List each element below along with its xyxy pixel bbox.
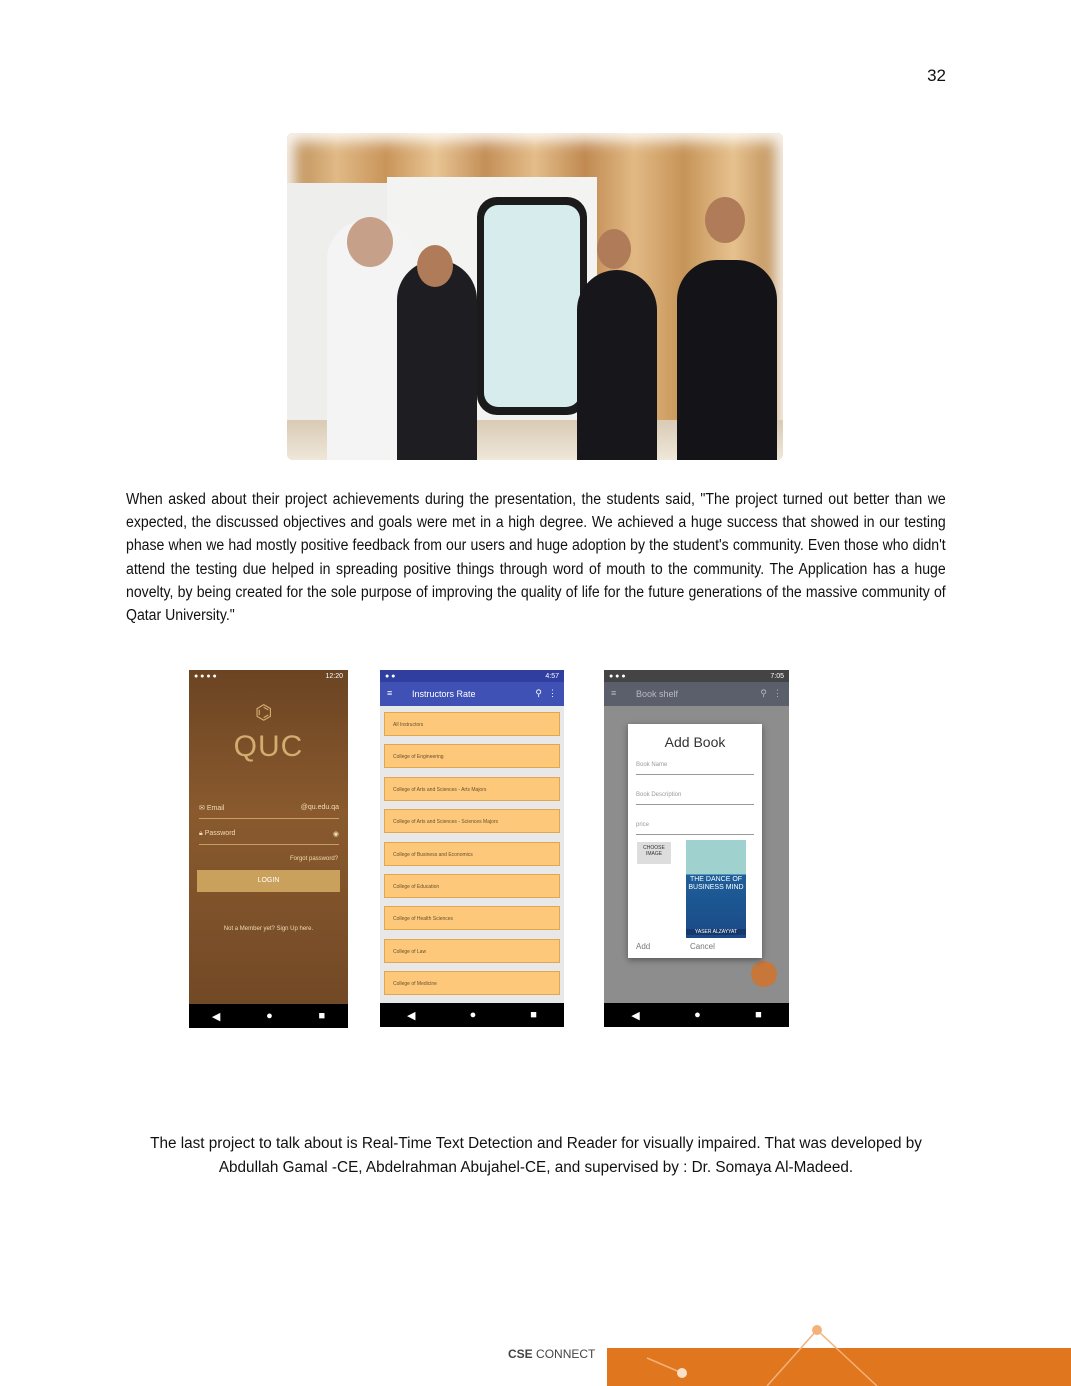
team-photo	[287, 133, 783, 460]
article-paragraph: When asked about their project achievements during the presentation, the students said, "The project turned out better than we expected, the discussed objectives and goals were met in a high degree. We achieved a huge success that showed in our testing phase when we had mostly positive feedback from our users and huge adoption by the student's community. Even those who didn't attend the testing due helped in spreading positive things through word of mouth to the community. The Application has a huge novelty, by being created for the sole purpose of improving the quality of life for the future generations of the massive community of Qatar University."	[126, 491, 946, 625]
search-icon[interactable]: ⚲	[535, 688, 542, 698]
back-icon[interactable]: ◀	[631, 1009, 640, 1022]
network-decoration-icon	[607, 1318, 1071, 1386]
college-list-item[interactable]: All Instructors	[384, 712, 560, 736]
add-fab-icon[interactable]	[751, 961, 777, 987]
back-icon[interactable]: ◀	[407, 1009, 416, 1022]
status-time: 4:57	[545, 672, 559, 680]
android-nav-bar	[604, 1003, 789, 1027]
college-list-item[interactable]: College of Arts and Sciences - Arts Majors	[384, 777, 560, 801]
search-icon[interactable]: ⚲	[760, 688, 767, 698]
college-list-item[interactable]: College of Arts and Sciences - Sciences Majors	[384, 809, 560, 833]
more-icon[interactable]: ⋮	[773, 688, 782, 698]
college-list	[384, 712, 560, 1004]
add-book-dialog	[628, 724, 762, 958]
college-list-item[interactable]: College of Health Sciences	[384, 906, 560, 930]
password-field[interactable]: 🔒︎ Password ◉	[199, 830, 339, 845]
menu-icon[interactable]: ≡	[611, 688, 617, 698]
eye-icon[interactable]: ◉	[332, 831, 339, 838]
android-nav-bar	[380, 1003, 564, 1027]
app-bar	[604, 682, 789, 706]
bookshelf-screenshot	[604, 670, 789, 1027]
home-icon[interactable]: ●	[694, 1009, 701, 1021]
choose-image-button[interactable]: CHOOSE IMAGE	[637, 842, 671, 864]
recents-icon[interactable]: ■	[318, 1010, 326, 1022]
cancel-button[interactable]: Cancel	[690, 942, 715, 951]
book-description-input[interactable]: Book Description	[636, 792, 754, 805]
home-icon[interactable]: ●	[469, 1009, 477, 1021]
add-button[interactable]: Add	[636, 942, 651, 951]
email-icon: ✉	[199, 805, 205, 812]
closing-paragraph: The last project to talk about is Real-Time Text Detection and Reader for visually impaired. That was developed by Abdullah Gamal -CE, Abdelrahman Abujahel-CE, and supervised by : Dr. Somaya Al-Madeed.	[150, 1135, 922, 1176]
menu-icon[interactable]: ≡	[387, 688, 393, 698]
instructors-screenshot	[380, 670, 564, 1027]
android-nav-bar	[189, 1004, 348, 1028]
recents-icon[interactable]: ■	[755, 1009, 762, 1021]
cover-author: YASER ALZAYYAT	[686, 929, 746, 935]
cover-title: THE DANCE OF BUSINESS MIND	[688, 876, 744, 891]
app-bar	[380, 682, 564, 706]
dialog-title: Add Book	[664, 734, 726, 750]
home-icon[interactable]: ●	[266, 1010, 273, 1022]
status-bar: ● ● ● ● 12:20	[194, 672, 343, 680]
status-bar: ● ● 4:57	[380, 670, 564, 682]
forgot-password-link[interactable]: Forgot password?	[289, 856, 338, 862]
book-cover-image	[686, 840, 746, 938]
status-bar: ● ● ● 7:05	[604, 670, 789, 682]
price-input[interactable]: price	[636, 822, 754, 835]
back-icon[interactable]: ◀	[211, 1010, 221, 1023]
recents-icon[interactable]: ■	[530, 1009, 537, 1021]
login-button[interactable]: LOGIN	[197, 870, 340, 892]
college-list-item[interactable]: College of Medicine	[384, 971, 560, 995]
login-screenshot	[189, 670, 348, 1028]
app-bar-title: Instructors Rate	[412, 689, 476, 699]
college-list-item[interactable]: College of Engineering	[384, 744, 560, 768]
app-logo: QUC	[233, 730, 304, 763]
app-bar-title: Book shelf	[636, 689, 679, 699]
status-time: 12:20	[325, 672, 343, 680]
college-list-item[interactable]: College of Business and Economics	[384, 842, 560, 866]
more-icon[interactable]: ⋮	[548, 688, 557, 698]
lock-icon: 🔒︎	[199, 830, 203, 837]
footer-brand: CSE CONNECT	[508, 1347, 596, 1361]
molecule-logo-icon: ⌬	[255, 702, 273, 724]
email-field[interactable]: ✉ Email @qu.edu.qa	[199, 804, 339, 819]
status-time: 7:05	[770, 672, 784, 680]
college-list-item[interactable]: College of Law	[384, 939, 560, 963]
signup-link[interactable]: Not a Member yet? Sign Up here.	[223, 926, 314, 932]
book-name-input[interactable]: Book Name	[636, 762, 754, 775]
college-list-item[interactable]: College of Education	[384, 874, 560, 898]
page-number: 32	[927, 66, 946, 85]
